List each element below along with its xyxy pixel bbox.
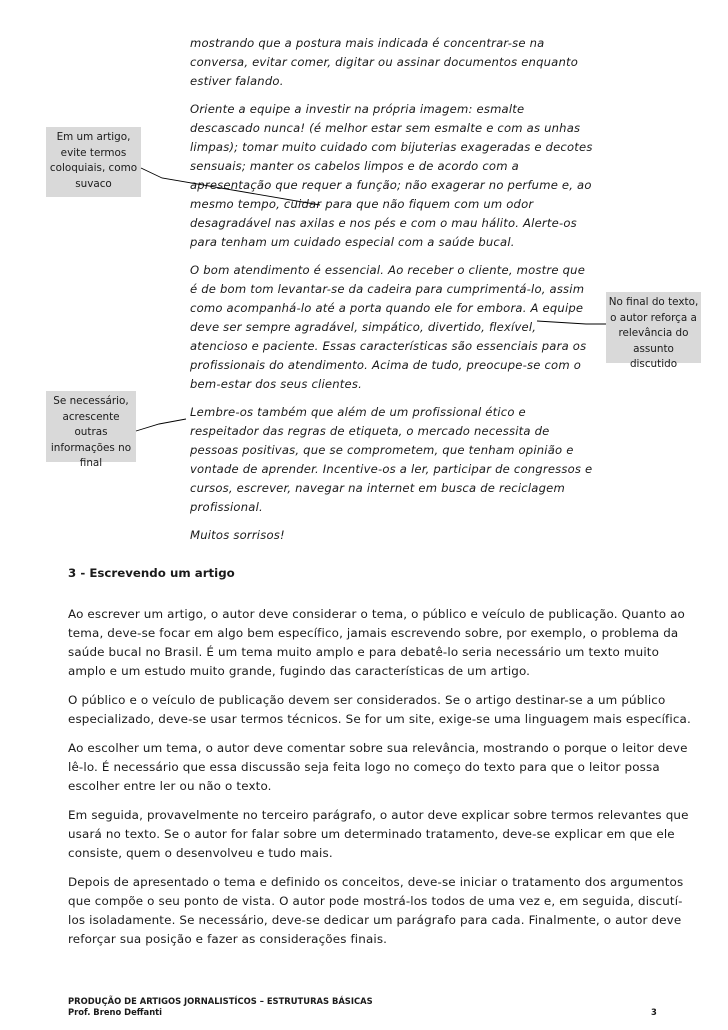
footer-course-title: PRODUÇÃO DE ARTIGOS JORNALISTÍCOS – ESTRUTURAS BÁSICAS [68, 996, 373, 1006]
body-paragraph: Depois de apresentado o tema e definido os conceitos, deve-se iniciar o tratamento dos argumentos que compõe o seu ponto de vista. O autor pode mostrá-los todos de uma vez e, em seguida, discutí-los isoladamente. Se necessário, deve-se dedicar um parágrafo para cada. Finalmente, o autor deve reforçar sua posição e fazer as considerações finais. [68, 875, 684, 946]
footer-author: Prof. Breno Deffanti [68, 1007, 163, 1017]
page-number: 3 [651, 1007, 657, 1017]
margin-note-final-info: Se necessário, acrescente outras informações no final [46, 391, 136, 462]
margin-note-relevance: No final do texto, o autor reforça a relevância do assunto discutido [606, 292, 701, 363]
quoted-paragraph: Oriente a equipe a investir na própria imagem: esmalte descascado nunca! (é melhor estar sem esmalte e com as unhas limpas); tomar muito cuidado com bijuterias exageradas e decotes sensuais; manter os cabelos limpos e de acordo com a apresentação que requer a função; não exagerar no perfume e, ao mesmo tempo, cuidar para que não fiquem com um odor desagradável nas axilas e nos pés e com o mau hálito. Alerte-os para tenham um cuidado especial com a saúde bucal. [190, 102, 593, 249]
quoted-paragraph: O bom atendimento é essencial. Ao receber o cliente, mostre que é de bom tom levantar-se da cadeira para cumprimentá-lo, assim como acompanhá-lo até a porta quando ele for embora. A equipe deve ser sempre agradável, simpático, divertido, flexível, atencioso e paciente. Essas características são essenciais para os profissionais do atendimento. Acima de tudo, preocupe-se com o bem-estar dos seus clientes. [190, 263, 587, 391]
body-paragraph: Ao escolher um tema, o autor deve comentar sobre sua relevância, mostrando o porque o leitor deve lê-lo. É necessário que essa discussão seja feita logo no começo do texto para que o leitor possa escolher entre ler ou não o texto. [68, 741, 688, 793]
connector-line-note-2 [136, 419, 186, 431]
section-heading: 3 - Escrevendo um artigo [68, 566, 235, 580]
quoted-paragraph: Muitos sorrisos! [190, 528, 285, 542]
body-paragraph: O público e o veículo de publicação devem ser considerados. Se o artigo destinar-se a um público especializado, deve-se usar termos técnicos. Se for um site, exige-se uma linguagem mais específica. [68, 693, 691, 726]
page-footer [68, 996, 663, 1018]
body-paragraph: Ao escrever um artigo, o autor deve considerar o tema, o público e veículo de publicação. Quanto ao tema, deve-se focar em algo bem específico, jamais escrevendo sobre, por exemplo, o problema da saúde bucal no Brasil. É um tema muito amplo e para debatê-lo seria necessário um texto muito amplo e um estudo muito grande, fugindo das características de um artigo. [68, 607, 685, 678]
body-paragraph: Em seguida, provavelmente no terceiro parágrafo, o autor deve explicar sobre termos relevantes que usará no texto. Se o autor for falar sobre um determinado tratamento, deve-se explicar em que ele consiste, quem o desenvolveu e tudo mais. [68, 808, 689, 860]
quoted-article [190, 34, 595, 554]
margin-note-coloquial: Em um artigo, evite termos coloquiais, como suvaco [46, 127, 141, 197]
quoted-paragraph: Lembre-os também que além de um profissional ético e respeitador das regras de etiqueta, o mercado necessita de pessoas positivas, que se comprometem, que tenham opinião e vontade de aprender. Incentive-os a ler, participar de congressos e cursos, escrever, navegar na internet em busca de reciclagem profissional. [190, 405, 593, 514]
quoted-paragraph: mostrando que a postura mais indicada é concentrar-se na conversa, evitar comer, digitar ou assinar documentos enquanto estiver falando. [190, 36, 579, 88]
section-body [68, 605, 693, 959]
